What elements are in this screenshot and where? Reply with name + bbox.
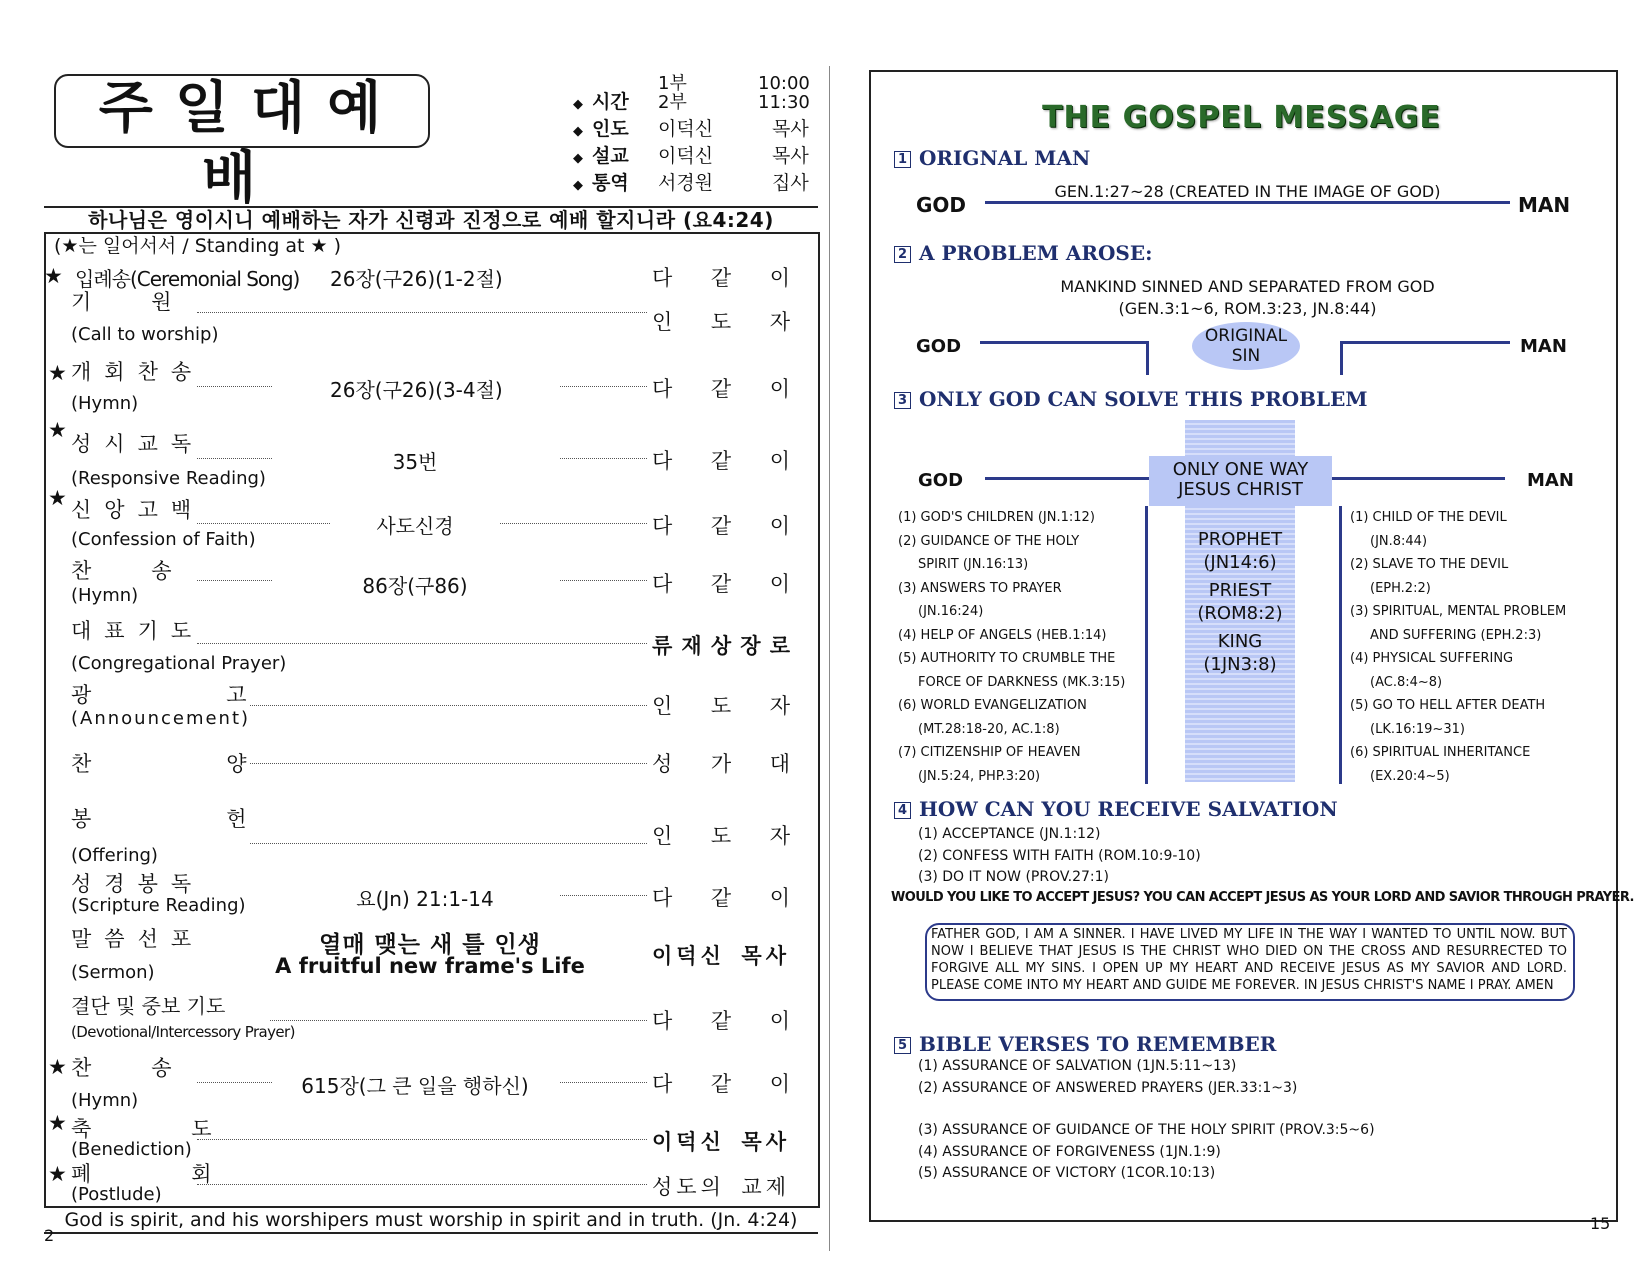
item-invocation: 기원 <box>71 290 232 314</box>
dotted-leader <box>500 523 647 524</box>
time-value-2: 11:30 <box>758 92 810 113</box>
item-hymn-en: (Hymn) <box>71 585 139 606</box>
dotted-leader <box>250 763 647 764</box>
time-diamond: ◆ <box>573 97 583 112</box>
item-opening-hymn: 개회찬송 <box>71 360 205 384</box>
section-5-heading: 5 BIBLE VERSES TO REMEMBER <box>894 1032 1276 1056</box>
item-devotional-prayer: 결단 및 중보 기도 <box>71 994 226 1018</box>
christ-offices: PROPHET (JN14:6) PRIEST (ROM8:2) KING (1JN3:8) <box>1197 529 1283 675</box>
dotted-leader <box>197 1184 647 1185</box>
item-offering-en: (Offering) <box>71 845 158 866</box>
item-invocation-en: (Call to worship) <box>71 324 219 345</box>
dotted-leader <box>197 386 272 387</box>
standing-star: ★ <box>48 1162 67 1186</box>
page-divider <box>829 66 830 1251</box>
blessings-list: (1) GOD'S CHILDREN (JN.1:12) (2) GUIDANCE OF THE HOLY SPIRIT (JN.16:13) (3) ANSWERS TO PRAYER (JN.16:24) (4) HELP OF ANGELS (HEB.1:14) (5) AUTHORITY TO CRUMBLE THE FORCE OF DARKNESS (MK.3:15) (6) WORLD EVANGELIZATION (MT.28:18-20, AC.1:8) (7) CITIZENSHIP OF HEAVEN (JN.5:24, PHP.3:20) <box>898 510 1126 784</box>
item-invocation-leader: 인 도 자 <box>652 310 790 334</box>
column-rule-left <box>1145 506 1148 784</box>
man-label: MAN <box>1518 193 1571 217</box>
column-rule-right <box>1339 506 1342 784</box>
item-hymn-leader: 다 같 이 <box>652 572 790 596</box>
item-confession-detail: 사도신경 <box>376 514 454 538</box>
dotted-leader <box>560 580 647 581</box>
standing-star: ★ <box>48 418 67 442</box>
item-devotional-prayer-en: (Devotional/Intercessory Prayer) <box>71 1023 295 1041</box>
item-responsive-reading: 성시교독 <box>71 432 205 456</box>
interpreter-role: 집사 <box>772 172 809 194</box>
standing-star: ★ <box>48 361 67 385</box>
item-closing-hymn-en: (Hymn) <box>71 1090 139 1111</box>
salvation-steps: (1) ACCEPTANCE (JN.1:12) (2) CONFESS WITH FAITH (ROM.10:9-10) (3) DO IT NOW (PROV.27:1) <box>918 826 1201 885</box>
item-hymn: 찬송 <box>71 559 232 583</box>
interpreter-diamond: ◆ <box>573 178 583 193</box>
item-ceremonial-song-leader: 다 같 이 <box>652 266 790 290</box>
item-ceremonial-song-detail: 26장(구26)(1-2절) <box>330 267 503 291</box>
item-responsive-reading-en: (Responsive Reading) <box>71 468 266 489</box>
dotted-leader <box>197 523 330 524</box>
item-scripture-reading-en: (Scripture Reading) <box>71 895 246 916</box>
time-part-1: 1부 <box>658 73 687 94</box>
dotted-leader <box>560 458 647 459</box>
item-scripture-reading-detail: 요(Jn) 21:1-14 <box>356 887 494 911</box>
item-postlude: 폐회 <box>71 1162 312 1186</box>
separation-line-left <box>980 341 1148 344</box>
separation-line-left-drop <box>1146 341 1149 375</box>
interpreter-label: 통역 <box>592 172 629 194</box>
leader-role: 목사 <box>772 118 809 140</box>
dotted-leader <box>197 312 647 313</box>
bridge-line-left <box>985 477 1149 480</box>
item-benediction: 축도 <box>71 1117 312 1141</box>
verse-banner: 하나님은 영이시니 예배하는 자가 신령과 진정으로 예배 할지니라 (요4:24) <box>44 206 818 234</box>
salvation-question: WOULD YOU LIKE TO ACCEPT JESUS? YOU CAN ACCEPT JESUS AS YOUR LORD AND SAVIOR THROUGH PRAYER. <box>891 890 1634 905</box>
item-sermon: 말씀선포 <box>71 927 205 951</box>
separation-line-right-drop <box>1340 341 1343 375</box>
item-closing-hymn-leader: 다 같 이 <box>652 1072 790 1096</box>
leader-diamond: ◆ <box>573 124 583 139</box>
dotted-leader <box>560 1082 647 1083</box>
item-announcement-en: (Announcement) <box>71 708 251 729</box>
s1-line: GEN.1:27~28 (CREATED IN THE IMAGE OF GOD) <box>1054 182 1441 201</box>
item-postlude-leader: 성도의 교제 <box>652 1175 790 1199</box>
standing-star: ★ <box>48 1111 67 1135</box>
item-responsive-reading-detail: 35번 <box>392 450 438 474</box>
item-announcement: 광고 <box>71 683 382 707</box>
section-3-heading: 3 ONLY GOD CAN SOLVE THIS PROBLEM <box>894 387 1367 411</box>
sermon-title-ko: 열매 맺는 새 틀 인생 <box>319 932 541 958</box>
item-sermon-en: (Sermon) <box>71 962 155 983</box>
item-devotional-prayer-leader: 다 같 이 <box>652 1009 790 1033</box>
bottom-verse: God is spirit, and his worshipers must worship in spirit and in truth. (Jn. 4:24) <box>44 1208 818 1234</box>
item-offering: 봉헌 <box>71 807 382 831</box>
original-sin-text: ORIGINAL SIN <box>1204 326 1288 366</box>
dotted-leader <box>560 895 647 896</box>
item-offering-leader: 인 도 자 <box>652 824 790 848</box>
dotted-leader <box>560 386 647 387</box>
man-label: MAN <box>1520 336 1567 357</box>
gospel-title: THE GOSPEL MESSAGE <box>1042 100 1441 135</box>
sermon-title-en: A fruitful new frame's Life <box>275 954 585 978</box>
item-congregational-prayer-leader: 류 재 상 장 로 <box>652 634 790 658</box>
item-postlude-en: (Postlude) <box>71 1184 162 1205</box>
god-label: GOD <box>918 470 964 491</box>
connection-line <box>985 201 1510 204</box>
preacher-label: 설교 <box>592 145 629 167</box>
man-label: MAN <box>1527 470 1574 491</box>
dotted-leader <box>197 580 272 581</box>
item-congregational-prayer-en: (Congregational Prayer) <box>71 653 287 674</box>
dotted-leader <box>270 1020 647 1021</box>
preacher-role: 목사 <box>772 145 809 167</box>
section-4-heading: 4 HOW CAN YOU RECEIVE SALVATION <box>894 797 1338 821</box>
item-opening-hymn-detail: 26장(구26)(3-4절) <box>330 378 503 402</box>
item-benediction-en: (Benediction) <box>71 1139 192 1160</box>
salvation-prayer: FATHER GOD, I AM A SINNER. I HAVE LIVED MY LIFE IN THE WAY I WANTED TO UNTIL NOW. BUT NOW I BELIEVE THAT JESUS IS THE CHRIST WHO DIED ON THE CROSS AND RESURRECTED TO FORGIVE ALL MY SINS. I OPEN UP MY HEART AND RECEIVE JESUS AS MY SAVIOR AND LORD. PLEASE COME INTO MY HEART AND GUIDE ME FOREVER. IN JESUS CHRIST'S NAME I PRAY. AMEN <box>931 927 1567 993</box>
separation-list: (1) CHILD OF THE DEVIL (JN.8:44) (2) SLAVE TO THE DEVIL (EPH.2:2) (3) SPIRITUAL, MENTAL PROBLEM AND SUFFERING (EPH.2:3) (4) PHYSICAL SUFFERING (AC.8:4~8) (5) GO TO HELL AFTER DEATH (LK.16:19~31) (6) SPIRITUAL INHERITANCE (EX.20:4~5) <box>1350 510 1567 784</box>
item-congregational-prayer: 대표기도 <box>71 619 205 643</box>
item-ceremonial-song: 입례송(Ceremonial Song) <box>75 267 300 291</box>
item-benediction-leader: 이덕신 목사 <box>652 1130 790 1154</box>
standing-star: ★ <box>48 486 67 510</box>
time-part-2: 2부 <box>658 92 687 113</box>
page-number-left: 2 <box>44 1226 55 1245</box>
item-scripture-reading: 성경봉독 <box>71 872 205 896</box>
leader-name: 이덕신 <box>658 118 714 140</box>
dotted-leader <box>250 843 647 844</box>
bridge-line-right <box>1332 477 1505 480</box>
s2-line-2: (GEN.3:1~6, ROM.3:23, JN.8:44) <box>1118 299 1377 318</box>
dotted-leader <box>197 1082 272 1083</box>
separation-line-right <box>1340 341 1510 344</box>
item-confession-leader: 다 같 이 <box>652 514 790 538</box>
dotted-leader <box>250 705 647 706</box>
s2-line-1: MANKIND SINNED AND SEPARATED FROM GOD <box>1060 277 1435 296</box>
standing-star: ★ <box>44 264 63 288</box>
bulletin-title: 주일대예배 <box>98 76 404 211</box>
item-confession: 신앙고백 <box>71 498 205 522</box>
item-praise: 찬양 <box>71 752 382 776</box>
item-closing-hymn-detail: 615장(그 큰 일을 행하신) <box>301 1074 529 1098</box>
god-label: GOD <box>916 336 962 357</box>
bible-verses-list: (1) ASSURANCE OF SALVATION (1JN.5:11~13) (2) ASSURANCE OF ANSWERED PRAYERS (JER.33:1~3) (3) ASSURANCE OF GUIDANCE OF THE HOLY SPIRIT (PROV.3:5~6) (4) ASSURANCE OF FORGIVENESS (1JN.1:9) (5) ASSURANCE OF VICTORY (1COR.10:13) <box>918 1058 1375 1181</box>
item-announcement-leader: 인 도 자 <box>652 694 790 718</box>
time-label: 시간 <box>592 91 629 113</box>
item-opening-hymn-en: (Hymn) <box>71 393 139 414</box>
item-responsive-reading-leader: 다 같 이 <box>652 449 790 473</box>
dotted-leader <box>197 458 272 459</box>
standing-note: (★는 일어서서 / Standing at ★ ) <box>54 235 342 257</box>
one-way-label: ONLY ONE WAY JESUS CHRIST <box>1172 459 1309 500</box>
interpreter-name: 서경원 <box>658 172 714 194</box>
page-number-right: 15 <box>1590 1214 1611 1233</box>
time-value-1: 10:00 <box>758 73 810 94</box>
item-sermon-leader: 이덕신 목사 <box>652 944 790 968</box>
item-scripture-reading-leader: 다 같 이 <box>652 886 790 910</box>
god-label: GOD <box>916 193 967 217</box>
preacher-diamond: ◆ <box>573 151 583 166</box>
item-opening-hymn-leader: 다 같 이 <box>652 377 790 401</box>
standing-star: ★ <box>48 1055 67 1079</box>
dotted-leader <box>197 1139 647 1140</box>
section-1-heading: 1 ORIGNAL MAN <box>894 146 1090 170</box>
leader-label: 인도 <box>592 118 629 140</box>
preacher-name: 이덕신 <box>658 145 714 167</box>
item-confession-en: (Confession of Faith) <box>71 529 256 550</box>
item-praise-leader: 성 가 대 <box>652 752 790 776</box>
section-2-heading: 2 A PROBLEM AROSE: <box>894 241 1153 265</box>
item-hymn-detail: 86장(구86) <box>362 574 468 598</box>
dotted-leader <box>197 643 647 644</box>
item-closing-hymn: 찬송 <box>71 1056 232 1080</box>
